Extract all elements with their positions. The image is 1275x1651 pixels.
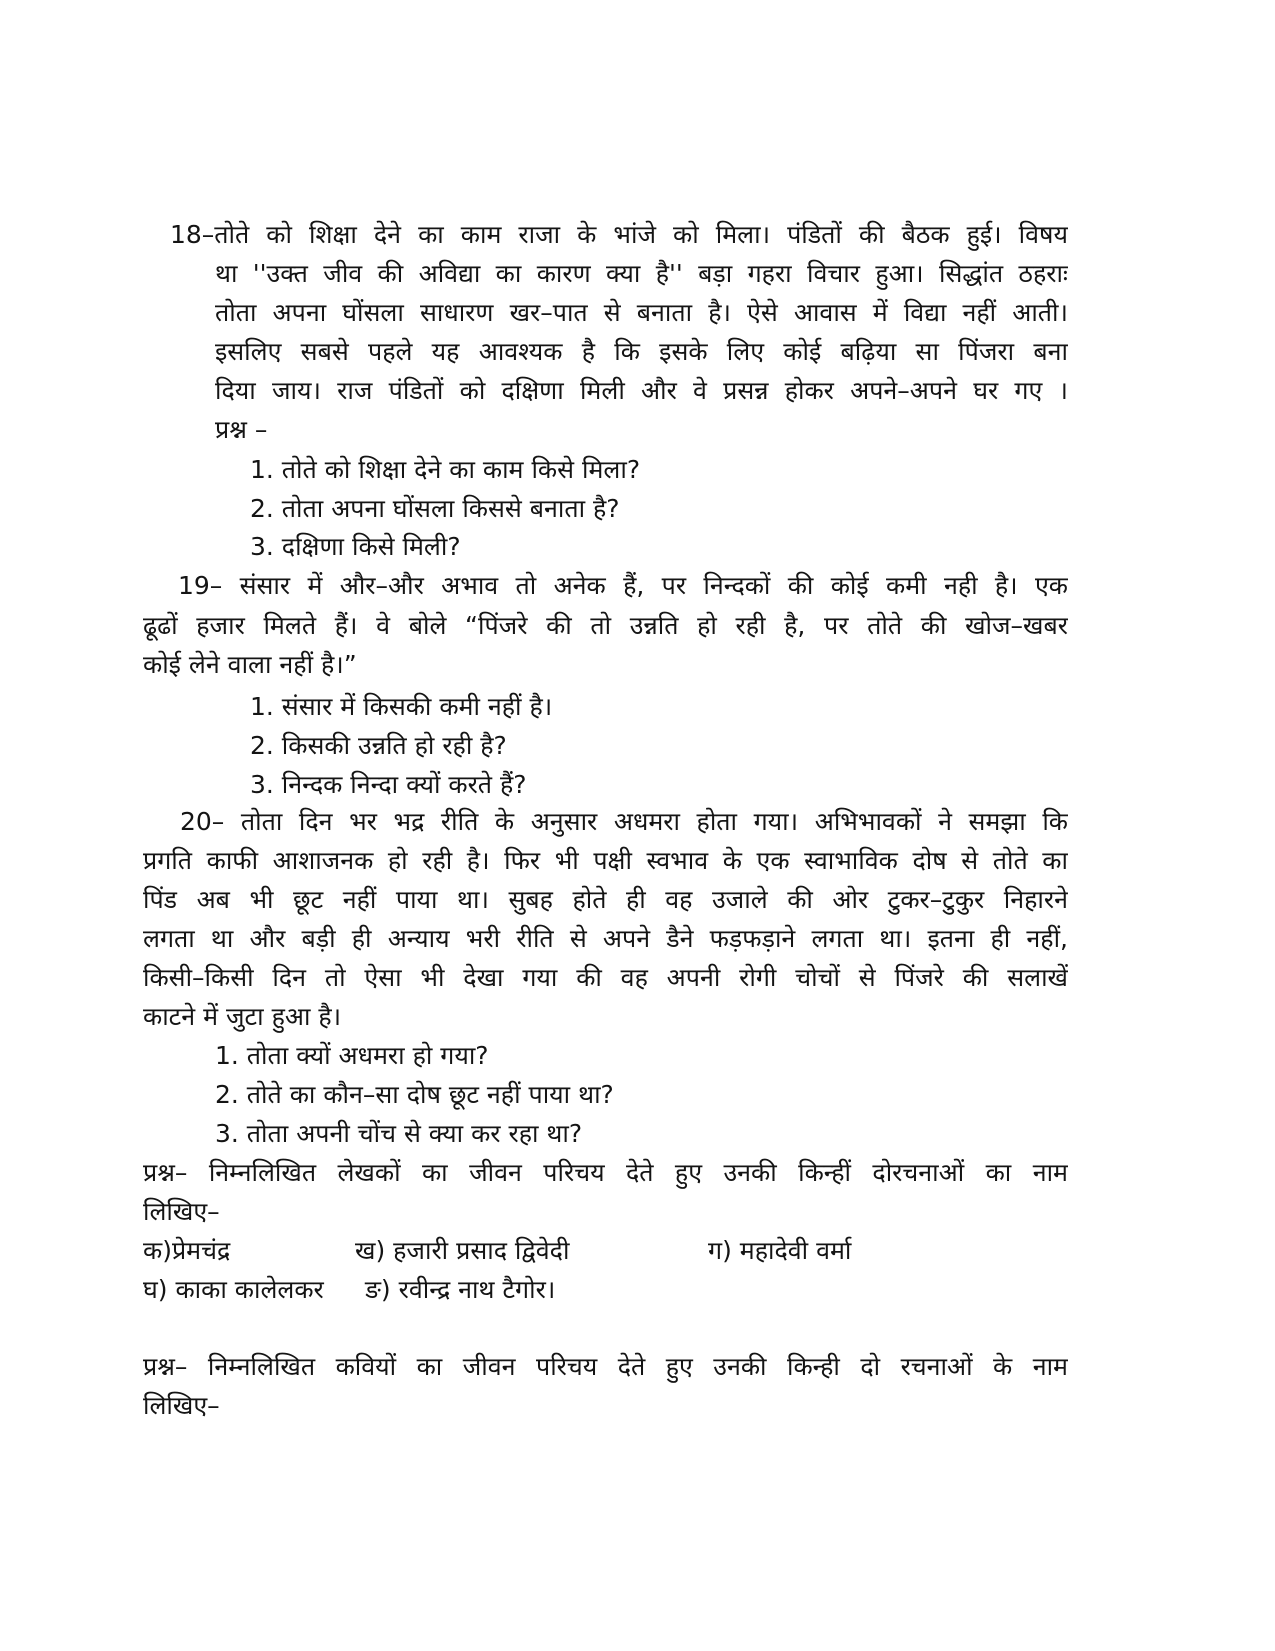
q20-passage-line: प्रगति काफी आशाजनक हो रही है। फिर भी पक्षी स्वभाव के एक स्वाभाविक दोष से तोते का bbox=[143, 846, 1068, 875]
q20-passage-line: लगता था और बड़ी ही अन्याय भरी रीति से अपने डैने फड़फड़ाने लगता था। इतना ही नहीं, bbox=[143, 924, 1068, 953]
writers-question-line: लिखिए– bbox=[143, 1197, 220, 1226]
q20-question-1: 1. तोता क्यों अधमरा हो गया? bbox=[215, 1041, 489, 1070]
q18-passage-line: 18–तोते को शिक्षा देने का काम राजा के भांजे को मिला। पंडितों की बैठक हुई। विषय bbox=[170, 220, 1068, 249]
poets-question-line: लिखिए– bbox=[143, 1391, 220, 1420]
writers-question-line: प्रश्न– निम्नलिखित लेखकों का जीवन परिचय देते हुए उनकी किन्हीं दोरचनाओं का नाम bbox=[143, 1158, 1068, 1187]
writer-item: क)प्रेमचंद्र bbox=[143, 1236, 231, 1265]
q20-passage-line: किसी–किसी दिन तो ऐसा भी देखा गया की वह अपनी रोगी चोचों से पिंजरे की सलाखें bbox=[143, 963, 1068, 992]
q19-passage-line: 19– संसार में और–और अभाव तो अनेक हैं, पर निन्दकों की कोई कमी नही है। एक bbox=[178, 571, 1068, 600]
writer-item: घ) काका कालेलकर bbox=[143, 1275, 324, 1304]
q18-passage-line: था ''उक्त जीव की अविद्या का कारण क्या है'' बड़ा गहरा विचार हुआ। सिद्धांत ठहराः bbox=[215, 259, 1068, 288]
writer-item: ग) महादेवी वर्मा bbox=[708, 1236, 852, 1265]
q19-passage-line: ढूढों हजार मिलते हैं। वे बोले “पिंजरे की तो उन्नति हो रही है, पर तोते की खोज–खबर bbox=[143, 611, 1068, 640]
q20-passage-line: पिंड अब भी छूट नहीं पाया था। सुबह होते ही वह उजाले की ओर टुकर–टुकुर निहारने bbox=[143, 885, 1068, 914]
q20-passage-line: काटने में जुटा हुआ है। bbox=[143, 1002, 342, 1031]
q18-passage-line: इसलिए सबसे पहले यह आवश्यक है कि इसके लिए कोई बढ़िया सा पिंजरा बना bbox=[215, 337, 1068, 366]
q19-question-2: 2. किसकी उन्नति हो रही है? bbox=[250, 731, 507, 760]
poets-question-line: प्रश्न– निम्नलिखित कवियों का जीवन परिचय देते हुए उनकी किन्ही दो रचनाओं के नाम bbox=[143, 1352, 1068, 1381]
q18-passage-line: दिया जाय। राज पंडितों को दक्षिणा मिली और वे प्रसन्न होकर अपने–अपने घर गए । bbox=[215, 376, 1068, 405]
writer-item: ख) हजारी प्रसाद द्विवेदी bbox=[355, 1236, 570, 1265]
q20-question-3: 3. तोता अपनी चोंच से क्या कर रहा था? bbox=[215, 1119, 583, 1148]
q18-passage-line: तोता अपना घोंसला साधारण खर–पात से बनाता है। ऐसे आवास में विद्या नहीं आती। bbox=[215, 298, 1068, 327]
q18-question-1: 1. तोते को शिक्षा देने का काम किसे मिला? bbox=[250, 455, 641, 484]
writer-item: ङ) रवीन्द्र नाथ टैगोर। bbox=[365, 1275, 556, 1304]
q19-question-3: 3. निन्दक निन्दा क्यों करते हैं? bbox=[250, 770, 527, 799]
q20-question-2: 2. तोते का कौन–सा दोष छूट नहीं पाया था? bbox=[215, 1080, 614, 1109]
q18-question-3: 3. दक्षिणा किसे मिली? bbox=[250, 532, 461, 561]
q20-passage-line: 20– तोता दिन भर भद्र रीति के अनुसार अधमरा होता गया। अभिभावकों ने समझा कि bbox=[180, 807, 1068, 836]
q18-prashn-label: प्रश्न – bbox=[215, 415, 268, 444]
q18-question-2: 2. तोता अपना घोंसला किससे बनाता है? bbox=[250, 494, 620, 523]
q19-passage-line: कोई लेने वाला नहीं है।” bbox=[143, 650, 357, 679]
q19-question-1: 1. संसार में किसकी कमी नहीं है। bbox=[250, 692, 553, 721]
